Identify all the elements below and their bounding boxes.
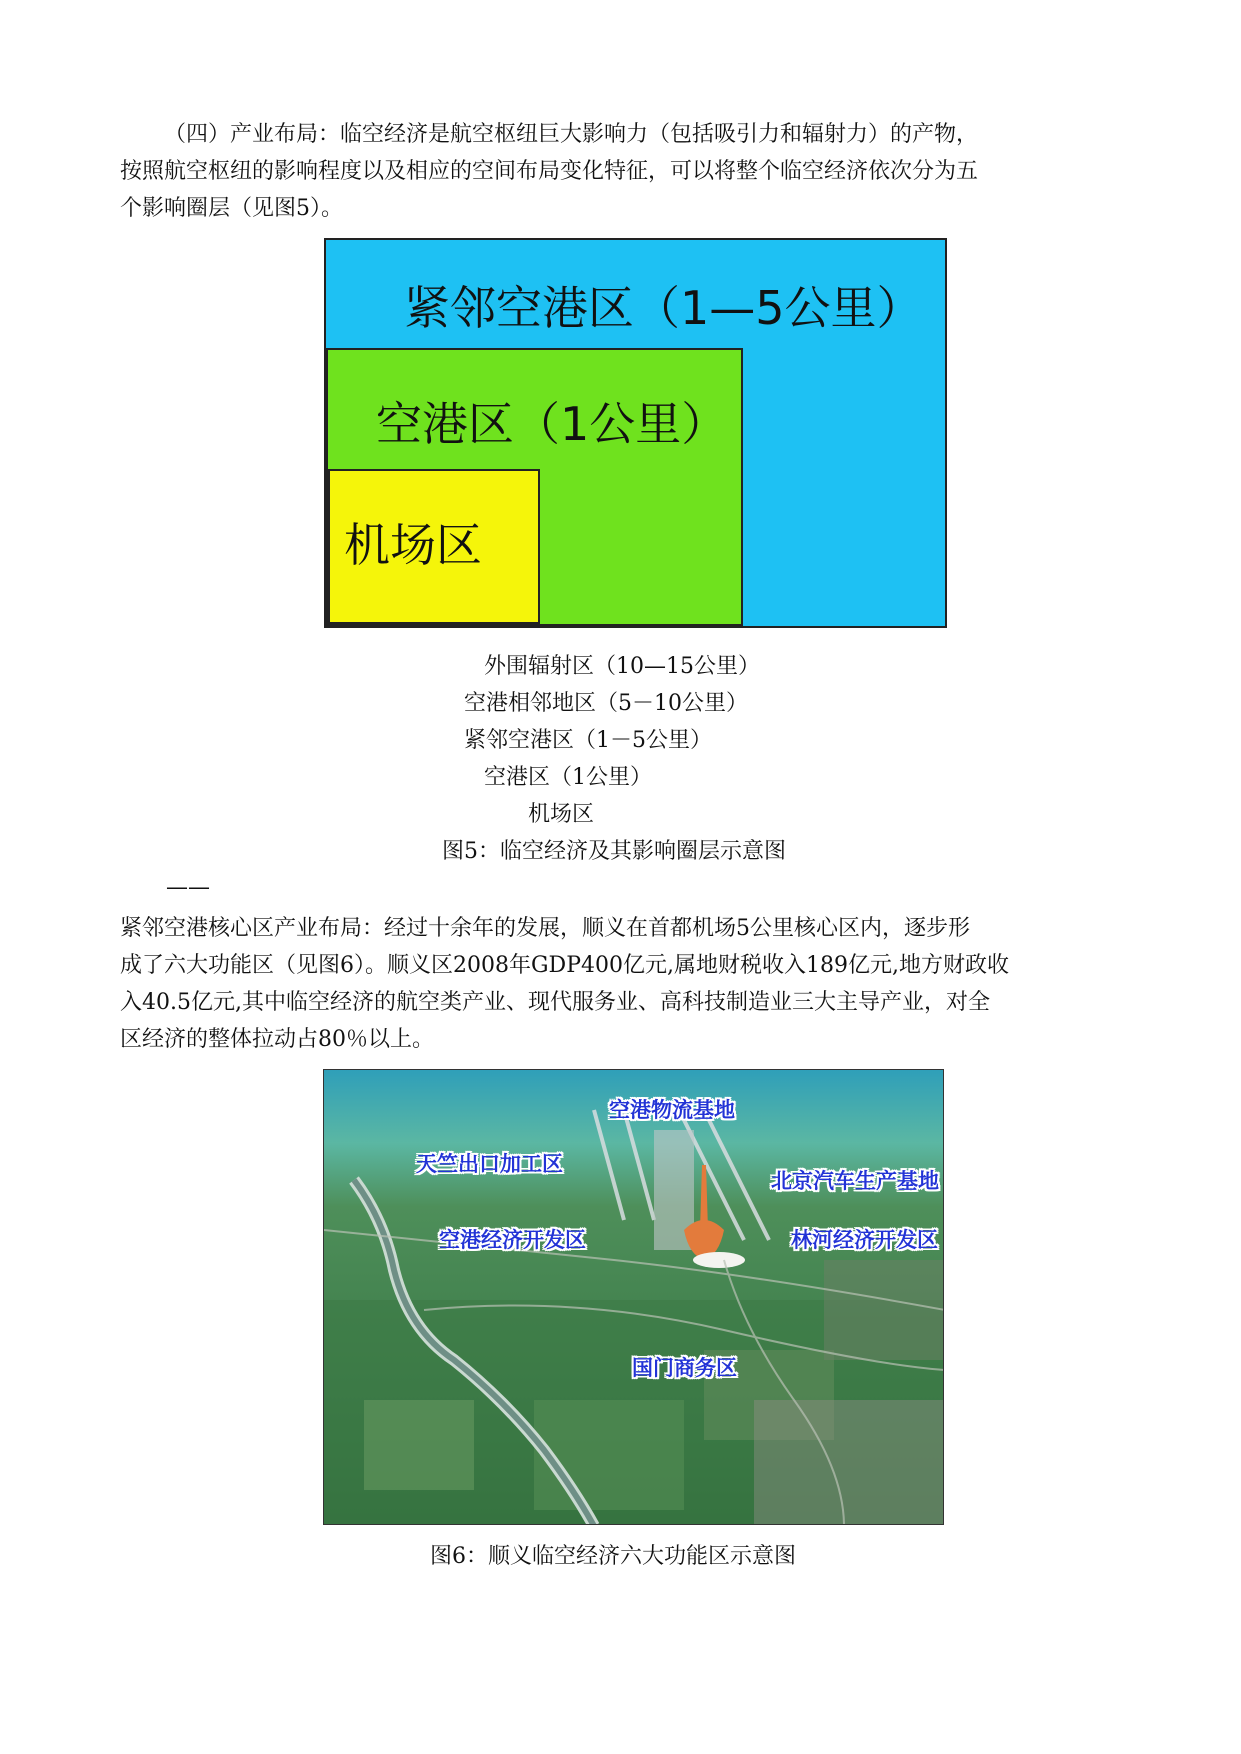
influence-zone-diagram <box>324 238 947 628</box>
paragraph-line: 个影响圈层（见图5）。 <box>120 196 343 221</box>
map-label: 天竺出口加工区 <box>416 1152 563 1176</box>
map-label: 北京汽车生产基地 <box>771 1169 939 1193</box>
figure-caption: 图6：顺义临空经济六大功能区示意图 <box>430 1544 796 1569</box>
legend-item: 空港相邻地区（5－10公里） <box>464 691 748 716</box>
zone-airport-area <box>326 348 743 626</box>
zone-label-jinlin: 紧邻空港区（1—5公里） <box>404 281 923 335</box>
legend-item: 外围辐射区（10—15公里） <box>484 654 760 679</box>
dash-separator: —— <box>166 875 210 900</box>
zone-airport-core <box>328 469 540 624</box>
map-label: 国门商务区 <box>632 1356 737 1380</box>
aerial-photo <box>324 1070 944 1525</box>
paragraph-line: 成了六大功能区（见图6）。顺义区2008年GDP400亿元,属地财税收入189亿元,地方财政收 <box>120 953 1009 978</box>
paragraph-line: 按照航空枢纽的影响程度以及相应的空间布局变化特征，可以将整个临空经济依次分为五 <box>120 159 979 184</box>
map-label: 空港经济开发区 <box>439 1228 586 1252</box>
paragraph-industry-layout <box>120 116 1102 227</box>
paragraph-line: （四）产业布局：临空经济是航空枢纽巨大影响力（包括吸引力和辐射力）的产物， <box>164 122 979 147</box>
map-label: 空港物流基地 <box>609 1098 735 1122</box>
figure-caption: 图5：临空经济及其影响圈层示意图 <box>442 839 786 864</box>
paragraph-line: 入40.5亿元,其中临空经济的航空类产业、现代服务业、高科技制造业三大主导产业，对全 <box>120 990 990 1015</box>
paragraph-line: 区经济的整体拉动占80％以上。 <box>120 1027 434 1052</box>
paragraph-line: 紧邻空港核心区产业布局：经过十余年的发展，顺义在首都机场5公里核心区内，逐步形 <box>120 916 970 941</box>
legend-item: 紧邻空港区（1－5公里） <box>464 728 712 753</box>
zone-label-airport: 机场区 <box>344 518 482 572</box>
aerial-map-image <box>323 1069 944 1525</box>
paragraph-core-layout <box>120 910 1102 1058</box>
legend-item: 空港区（1公里） <box>484 765 652 790</box>
legend-item: 机场区 <box>528 802 595 827</box>
map-label: 林河经济开发区 <box>791 1228 938 1252</box>
zone-label-gang: 空港区（1公里） <box>376 397 728 451</box>
